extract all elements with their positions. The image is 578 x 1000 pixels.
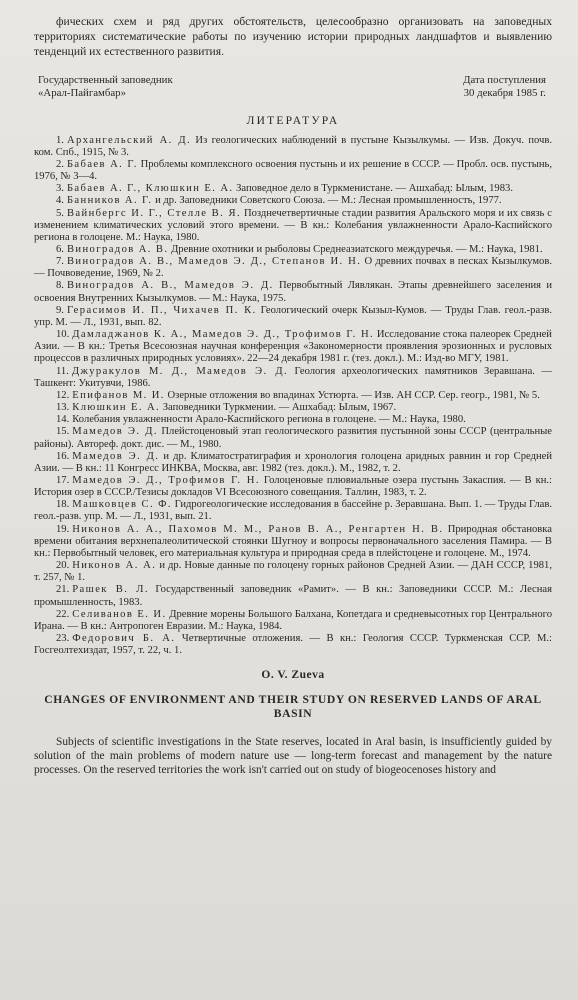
reference-authors: Джуракулов М. Д., Мамедов Э. Д. xyxy=(71,365,289,377)
reference-authors: Герасимов И. П., Чихачев П. К. xyxy=(66,304,257,316)
reference-authors: Рашек В. Л. xyxy=(72,584,149,596)
reference-item xyxy=(34,609,552,633)
reference-item xyxy=(34,499,552,523)
received-date: 30 декабря 1985 г. xyxy=(463,86,546,99)
english-abstract: Subjects of scientific investigations in the State reserves, located in Aral basin, is insufficiently guided by solution of the main problems of modern nature use — long-term forecast and management by the nature processes. On the reserved territories the work isn't carried out on study of biogeocenoses history and xyxy=(34,736,552,777)
reference-number: 13. xyxy=(56,402,70,414)
reference-number: 11. xyxy=(56,365,69,377)
reference-item xyxy=(34,390,552,402)
reference-text: Заповедное дело в Туркменистане. — Ашхабад: Ылым, 1983. xyxy=(236,183,513,195)
reference-item xyxy=(34,195,552,207)
reference-list xyxy=(34,135,552,658)
intro-paragraph: фических схем и ряд других обстоятельств, целесообразно организовать на заповедных территориях систематические работы по изучению истории природных ландшафтов и выявлению тенденций их естественного развития. xyxy=(34,15,552,59)
reference-item xyxy=(34,208,552,244)
reference-text: и др. Заповедники Советского Союза. — М.: Лесная промышленность, 1977. xyxy=(155,195,502,207)
reference-item xyxy=(34,366,552,390)
reference-number: 9. xyxy=(56,304,64,316)
reference-text: О древних почвах в песках Кызылкумов. — Почвоведение, 1969, № 2. xyxy=(34,256,552,280)
reference-item xyxy=(34,402,552,414)
reference-authors: Никонов А. А., Пахомов М. М., Ранов В. А., Ренгартен Н. В. xyxy=(72,523,444,535)
received-label: Дата поступления xyxy=(463,73,546,86)
reference-text: Озерные отложения во впадинах Устюрта. — Изв. АН ССР. Сер. геогр., 1981, № 5. xyxy=(167,389,540,401)
reference-number: 12. xyxy=(56,389,70,401)
reference-authors: Виноградов А. В. xyxy=(66,244,169,256)
reference-number: 1. xyxy=(56,134,64,146)
reference-text: Древние морены Большого Балхана, Копетдага и средневысотных гор Центрального Ирана. — В кн.: Антропоген Евразии. М.: Наука, 1984. xyxy=(34,608,552,632)
reference-text: Исследование стока палеорек Средней Азии. — В кн.: Третья Всесоюзная научная конференция «Закономерности проявления эрозионных и русловых процессов в различных природных условиях». 22—24 декабря 1981 г. (тез. докл.). М.: Изд-во МГУ, 1981. xyxy=(34,329,552,365)
reference-item xyxy=(34,244,552,256)
reference-item xyxy=(34,329,552,365)
reference-item xyxy=(34,135,552,159)
reference-item xyxy=(34,305,552,329)
reference-number: 20. xyxy=(56,560,70,572)
institution-line: Государственный заповедник xyxy=(38,73,173,86)
reference-text: Геологический очерк Кызыл-Кумов. — Труды Глав. геол.-разв. упр. М. — Л., 1931, вып. 82. xyxy=(34,304,552,328)
reference-number: 15. xyxy=(56,426,70,438)
reference-number: 4. xyxy=(56,195,64,207)
institution-block xyxy=(34,74,173,100)
reference-number: 8. xyxy=(56,280,64,292)
reference-authors: Вайнбергс И. Г., Стелле В. Я. xyxy=(66,207,242,219)
reference-text: и др. Климатостратиграфия и хронология голоцена аридных равнин и гор Средней Азии. — В кн.: 11 Конгресс ИНКВА, Москва, авг. 1982 (тез. докл.). М., 1982, т. 2. xyxy=(34,450,552,474)
reference-text: Позднечетвертичные стадии развития Аральского моря и их связь с изменением климатических условий этого времени. — В кн.: Колебания увлажненности Арало-Каспийского региона в голоцене. М.: Наука, 1980. xyxy=(34,207,552,243)
reference-authors: Федорович Б. А. xyxy=(72,633,176,645)
reference-number: 18. xyxy=(56,499,70,511)
reference-authors: Дамладжанов К. А., Мамедов Э. Д., Трофимов Г. Н. xyxy=(72,329,375,341)
reference-item xyxy=(34,256,552,280)
reference-number: 10. xyxy=(56,329,70,341)
reference-number: 21. xyxy=(56,584,70,596)
reference-item xyxy=(34,475,552,499)
reference-item xyxy=(34,584,552,608)
reference-item xyxy=(34,280,552,304)
reference-number: 6. xyxy=(56,244,64,256)
reference-text: Геология археологических памятников Зеравшана. — Ташкент: Укитувчи, 1986. xyxy=(34,365,552,389)
reference-authors: Селиванов Е. И. xyxy=(72,608,167,620)
reference-number: 16. xyxy=(56,450,70,462)
reference-item xyxy=(34,159,552,183)
reference-number: 19. xyxy=(56,523,70,535)
reference-text: Природная обстановка времени обитания верхнепалеолитической стоянки Шугноу и вопросы первоначального заселения Памира. — В кн.: Первобытный человек, его материальная культура и природная среда в плейстоцене и голоцене. М., 1974. xyxy=(34,523,552,559)
reference-authors: Архангельский А. Д. xyxy=(66,134,192,146)
reference-text: Государственный заповедник «Рамит». — В кн.: Заповедники СССР. М.: Лесная промышленность, 1983. xyxy=(34,584,552,608)
reference-authors: Мамедов Э. Д. xyxy=(72,450,160,462)
reference-authors: Виноградов А. В., Мамедов Э. Д. xyxy=(66,280,274,292)
reference-authors: Епифанов М. И. xyxy=(72,389,165,401)
reference-text: Голоценовые плювиальные озера пустынь Закаспия. — В кн.: История озер в СССР./Тезисы докладов VI Всесоюзного совещания. Таллин, 1983, т. 2. xyxy=(34,474,552,499)
reference-text: Из геологических наблюдений в пустыне Кызылкумы. — Изв. Докуч. почв. ком. Спб., 1915, № 3. xyxy=(34,134,552,158)
institution-name: «Арал-Пайгамбар» xyxy=(38,86,126,99)
reference-authors: Мамедов Э. Д. xyxy=(72,426,158,438)
reference-authors: Клюшкин Е. А. xyxy=(72,402,161,414)
reference-number: 2. xyxy=(56,158,64,170)
reference-text: Проблемы комплексного освоения пустынь и их решение в СССР. — Пробл. осв. пустынь, 1976, № 3—4. xyxy=(34,158,552,183)
reference-item xyxy=(34,426,552,450)
reference-item xyxy=(34,633,552,657)
reference-number: 17. xyxy=(56,474,70,486)
reference-authors: Банников А. Г. xyxy=(66,195,153,207)
reference-authors: Бабаев А. Г., Клюшкин Е. А. xyxy=(66,183,234,195)
reference-text: Колебания увлажненности Арало-Каспийского региона в голоцене. — М.: Наука, 1980. xyxy=(72,414,466,426)
reference-item xyxy=(34,524,552,560)
reference-text: Древние охотники и рыболовы Среднеазиатского междуречья. — М.: Наука, 1981. xyxy=(171,244,543,256)
article-meta xyxy=(34,74,552,100)
english-author: O. V. Zueva xyxy=(261,669,325,682)
reference-text: Первобытный Лявлякан. Этапы древнейшего заселения и освоения Внутренних Кызылкумов. — М.: Наука, 1975. xyxy=(34,280,552,304)
reference-number: 5. xyxy=(56,207,64,219)
reference-item xyxy=(34,414,552,426)
received-date-block xyxy=(463,74,552,100)
reference-text: Четвертичные отложения. — В кн.: Геология СССР. Туркменская ССР. М.: Госгеолтехиздат, 1957, т. 22, ч. 1. xyxy=(34,633,553,657)
reference-authors: Виноградов А. В., Мамедов Э. Д., Степанов И. Н. xyxy=(66,256,362,268)
reference-number: 14. xyxy=(56,414,70,426)
reference-text: Заповедники Туркмении. — Ашхабад: Ылым, 1967. xyxy=(162,402,397,414)
reference-authors: Бабаев А. Г. xyxy=(66,158,138,170)
reference-authors: Мамедов Э. Д., Трофимов Г. Н. xyxy=(72,474,260,486)
reference-number: 7. xyxy=(56,256,64,268)
english-title: CHANGES OF ENVIRONMENT AND THEIR STUDY ON RESERVED LANDS OF ARAL BASIN xyxy=(44,693,542,721)
reference-text: и др. Новые данные по голоцену горных районов Средней Азии. — ДАН СССР, 1981, т. 257, № 1. xyxy=(34,560,552,584)
reference-item xyxy=(34,183,552,195)
reference-authors: Машковцев С. Ф. xyxy=(72,499,172,511)
reference-text: Гидрогеологические исследования в бассейне р. Зеравшана. Вып. 1. — Труды Глав. геол.-разв. упр. М. — Л., 1931, вып. 21. xyxy=(34,499,552,523)
reference-text: Плейстоценовый этап геологического развития пустынной зоны СССР (центральные районы). Автореф. докт. дис. — М., 1980. xyxy=(34,426,552,450)
reference-number: 3. xyxy=(56,183,64,195)
reference-item xyxy=(34,451,552,475)
reference-item xyxy=(34,560,552,584)
reference-number: 23. xyxy=(56,633,70,645)
reference-number: 22. xyxy=(56,608,70,620)
reference-authors: Никонов А. А. xyxy=(72,560,157,572)
literature-heading: ЛИТЕРАТУРА xyxy=(246,114,340,127)
